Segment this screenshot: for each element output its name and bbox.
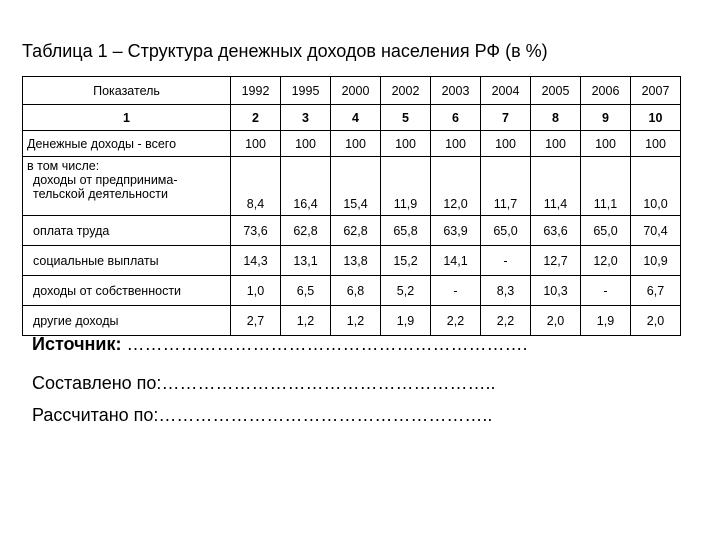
table-cell: 62,8 bbox=[331, 216, 381, 246]
table-cell: 14,1 bbox=[431, 246, 481, 276]
compiled-label: Составлено по: bbox=[32, 373, 162, 393]
table-cell: 2,0 bbox=[531, 306, 581, 336]
column-number: 4 bbox=[331, 105, 381, 131]
row-label: другие доходы bbox=[23, 306, 231, 336]
table-cell: 73,6 bbox=[231, 216, 281, 246]
column-header-year: 2000 bbox=[331, 77, 381, 105]
table-cell: 100 bbox=[581, 131, 631, 157]
column-numbering-row bbox=[23, 105, 681, 131]
table-cell: - bbox=[581, 276, 631, 306]
table-header-row bbox=[23, 77, 681, 105]
table-cell: 65,8 bbox=[381, 216, 431, 246]
row-label: оплата труда bbox=[23, 216, 231, 246]
table-cell: 1,2 bbox=[331, 306, 381, 336]
table-cell: 100 bbox=[481, 131, 531, 157]
table-title: Таблица 1 – Структура денежных доходов населения РФ (в %) bbox=[22, 41, 548, 61]
table-cell: 13,1 bbox=[281, 246, 331, 276]
table-row bbox=[23, 131, 681, 157]
table-cell: 8,3 bbox=[481, 276, 531, 306]
table-cell: 10,9 bbox=[631, 246, 681, 276]
row-label-line: в том числе: bbox=[27, 159, 100, 173]
table-row bbox=[23, 157, 681, 216]
calculated-label: Рассчитано по: bbox=[32, 405, 159, 425]
income-structure-table bbox=[22, 76, 681, 336]
column-number: 3 bbox=[281, 105, 331, 131]
table-row bbox=[23, 216, 681, 246]
table-cell: 11,7 bbox=[481, 157, 531, 216]
column-header-year: 1995 bbox=[281, 77, 331, 105]
table-cell: 16,4 bbox=[281, 157, 331, 216]
table-cell: 63,9 bbox=[431, 216, 481, 246]
source-label: Источник: bbox=[32, 334, 122, 354]
table-row bbox=[23, 276, 681, 306]
column-number: 8 bbox=[531, 105, 581, 131]
table-cell: 65,0 bbox=[581, 216, 631, 246]
calculated-line bbox=[32, 405, 492, 426]
compiled-placeholder: ……………………………………………….. bbox=[161, 373, 496, 393]
table-cell: 14,3 bbox=[231, 246, 281, 276]
table-cell: 1,9 bbox=[381, 306, 431, 336]
column-header-year: 2006 bbox=[581, 77, 631, 105]
table-cell: 13,8 bbox=[331, 246, 381, 276]
column-number: 5 bbox=[381, 105, 431, 131]
table-cell: 100 bbox=[331, 131, 381, 157]
table-row bbox=[23, 246, 681, 276]
column-number: 6 bbox=[431, 105, 481, 131]
column-number: 2 bbox=[231, 105, 281, 131]
table-cell: - bbox=[481, 246, 531, 276]
column-header-year: 2004 bbox=[481, 77, 531, 105]
compiled-line bbox=[32, 373, 495, 394]
table-cell: 8,4 bbox=[231, 157, 281, 216]
source-placeholder: …………………………………………………………. bbox=[121, 334, 528, 354]
column-header-year: 2002 bbox=[381, 77, 431, 105]
table-cell: 2,0 bbox=[631, 306, 681, 336]
row-label: социальные выплаты bbox=[23, 246, 231, 276]
table-cell: 15,2 bbox=[381, 246, 431, 276]
table-cell: 2,2 bbox=[431, 306, 481, 336]
table-cell: - bbox=[431, 276, 481, 306]
table-cell: 62,8 bbox=[281, 216, 331, 246]
table-cell: 1,9 bbox=[581, 306, 631, 336]
source-line bbox=[32, 334, 527, 355]
table-cell: 12,0 bbox=[581, 246, 631, 276]
table-cell: 11,1 bbox=[581, 157, 631, 216]
table-cell: 100 bbox=[281, 131, 331, 157]
calculated-placeholder: ……………………………………………….. bbox=[158, 405, 493, 425]
table-cell: 6,5 bbox=[281, 276, 331, 306]
column-header-year: 2005 bbox=[531, 77, 581, 105]
table-cell: 2,7 bbox=[231, 306, 281, 336]
column-number: 7 bbox=[481, 105, 531, 131]
column-header-indicator: Показатель bbox=[23, 77, 231, 105]
table-cell: 100 bbox=[381, 131, 431, 157]
column-header-year: 1992 bbox=[231, 77, 281, 105]
table-cell: 11,4 bbox=[531, 157, 581, 216]
table-cell: 100 bbox=[531, 131, 581, 157]
table-cell: 100 bbox=[231, 131, 281, 157]
column-number: 9 bbox=[581, 105, 631, 131]
table-cell: 100 bbox=[631, 131, 681, 157]
table-cell: 10,3 bbox=[531, 276, 581, 306]
row-label: доходы от собственности bbox=[23, 276, 231, 306]
table-cell: 15,4 bbox=[331, 157, 381, 216]
row-label bbox=[23, 157, 231, 216]
column-number: 10 bbox=[631, 105, 681, 131]
table-cell: 70,4 bbox=[631, 216, 681, 246]
table-cell: 5,2 bbox=[381, 276, 431, 306]
table-cell: 12,0 bbox=[431, 157, 481, 216]
table-cell: 12,7 bbox=[531, 246, 581, 276]
column-number: 1 bbox=[23, 105, 231, 131]
table-cell: 1,2 bbox=[281, 306, 331, 336]
table-cell: 6,7 bbox=[631, 276, 681, 306]
column-header-year: 2003 bbox=[431, 77, 481, 105]
table-cell: 2,2 bbox=[481, 306, 531, 336]
table-cell: 100 bbox=[431, 131, 481, 157]
row-label: Денежные доходы - всего bbox=[23, 131, 231, 157]
table-row bbox=[23, 306, 681, 336]
table-cell: 63,6 bbox=[531, 216, 581, 246]
row-label-line: тельской деятельности bbox=[33, 187, 168, 201]
table-cell: 6,8 bbox=[331, 276, 381, 306]
table-cell: 10,0 bbox=[631, 157, 681, 216]
column-header-year: 2007 bbox=[631, 77, 681, 105]
row-label-line: доходы от предпринима- bbox=[33, 173, 178, 187]
table-cell: 65,0 bbox=[481, 216, 531, 246]
table-cell: 1,0 bbox=[231, 276, 281, 306]
table-cell: 11,9 bbox=[381, 157, 431, 216]
